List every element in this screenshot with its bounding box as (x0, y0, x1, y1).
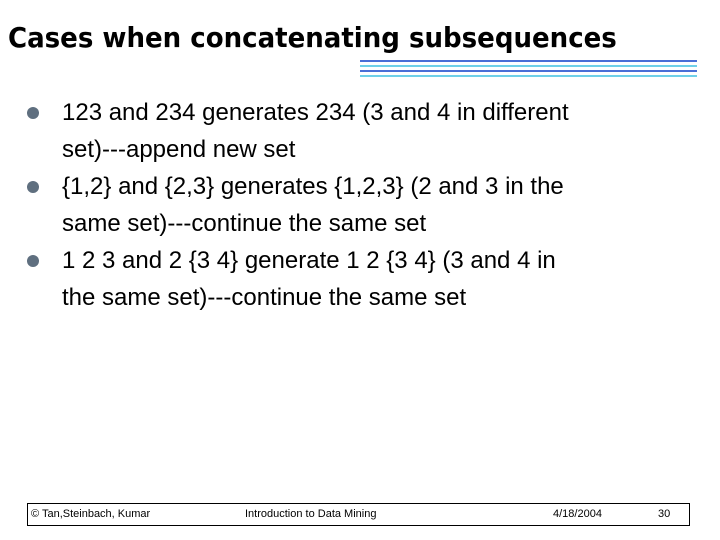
rule-line (360, 60, 697, 62)
title-underline-rule (360, 60, 697, 80)
bullet-list (27, 94, 697, 316)
rule-line (360, 75, 697, 77)
bullet-text-line: {1,2} and {2,3} generates {1,2,3} (2 and 3 in the (62, 173, 564, 200)
bullet-dot-icon (27, 255, 39, 267)
footer-date: 4/18/2004 (553, 508, 602, 520)
bullet-text-line: 1 2 3 and 2 {3 4} generate 1 2 {3 4} (3 and 4 in (62, 247, 556, 274)
slide-footer (27, 503, 690, 526)
bullet-text-line: the same set)---continue the same set (62, 284, 467, 311)
footer-page-number: 30 (658, 508, 671, 520)
bullet-text-line: set)---append new set (62, 136, 296, 163)
slide-title: Cases when concatenating subsequences (8, 21, 617, 54)
bullet-item (27, 168, 697, 242)
footer-copyright: © Tan,Steinbach, Kumar (31, 508, 151, 520)
rule-line (360, 70, 697, 72)
bullet-item (27, 94, 697, 168)
rule-line (360, 65, 697, 67)
footer-course-title: Introduction to Data Mining (245, 508, 377, 520)
bullet-text-line: 123 and 234 generates 234 (3 and 4 in different (62, 99, 569, 126)
bullet-item (27, 242, 697, 316)
bullet-text-line: same set)---continue the same set (62, 210, 427, 237)
bullet-dot-icon (27, 107, 39, 119)
bullet-dot-icon (27, 181, 39, 193)
